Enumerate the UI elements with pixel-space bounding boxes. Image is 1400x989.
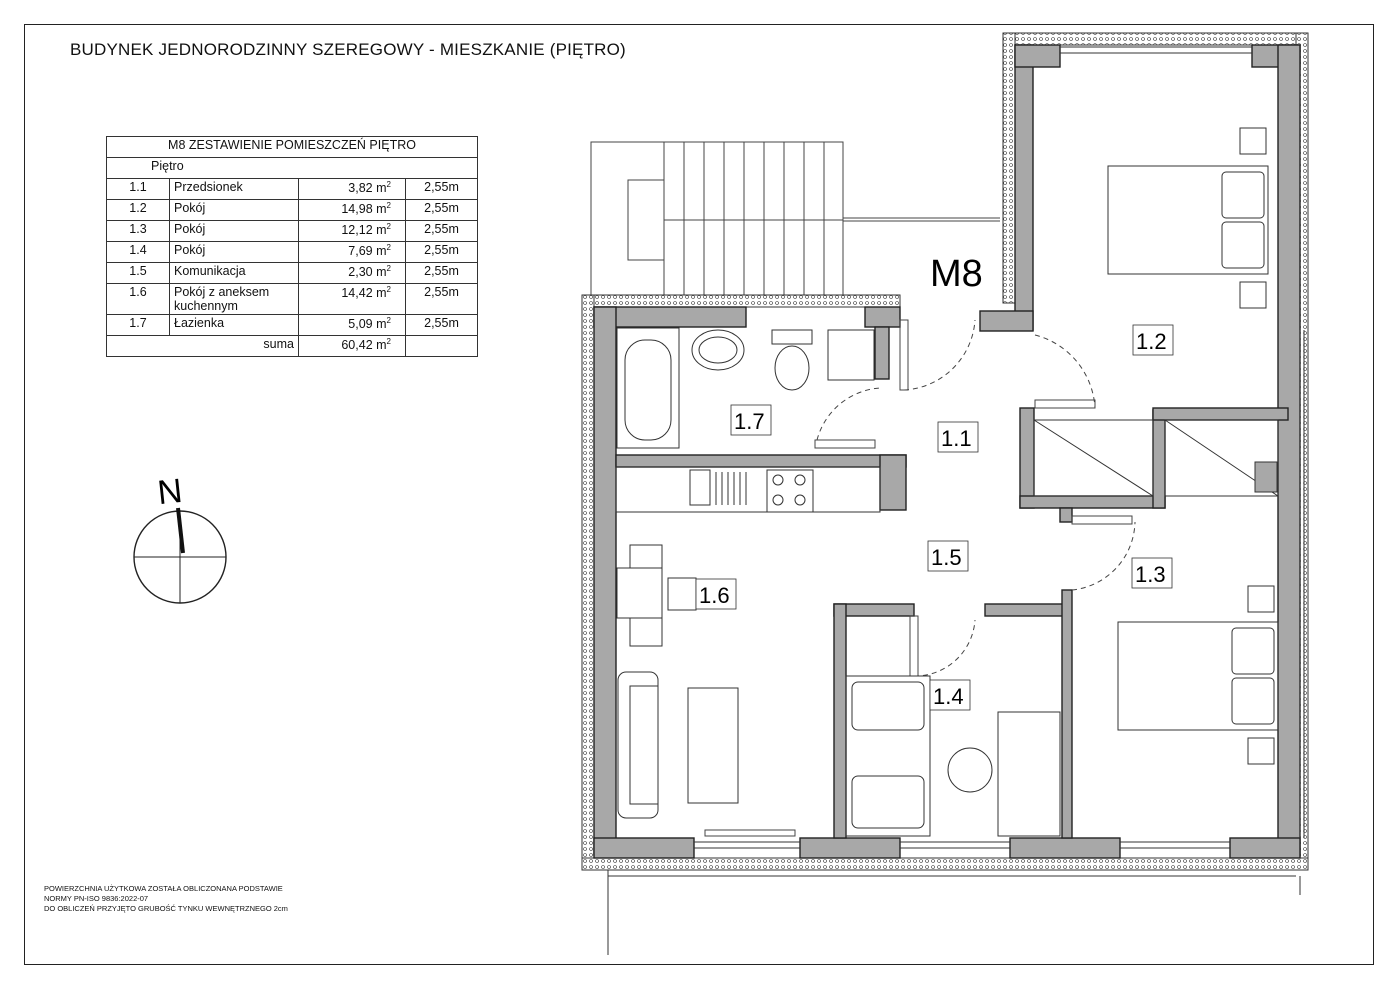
sink-icon xyxy=(690,470,710,505)
room-number: 1.2 xyxy=(107,200,170,221)
cooktop-icon xyxy=(767,470,813,512)
room-label-1-3: 1.3 xyxy=(1135,562,1166,587)
room-height: 2,55m xyxy=(406,179,478,200)
bed-icon xyxy=(846,676,930,836)
nightstand-icon xyxy=(1248,738,1274,764)
room-height: 2,55m xyxy=(406,242,478,263)
room-number: 1.3 xyxy=(107,221,170,242)
room-number: 1.6 xyxy=(107,284,170,315)
room-name: Pokój xyxy=(170,221,299,242)
room-area: 14,98 $m^2$ xyxy=(299,200,406,221)
room-height: 2,55m xyxy=(406,221,478,242)
room-name: Pokój xyxy=(170,242,299,263)
chair-icon xyxy=(668,578,696,610)
windows xyxy=(694,47,1304,848)
bed-icon xyxy=(1118,622,1278,730)
room-number: 1.7 xyxy=(107,315,170,336)
room-area: 2,30 $m^2$ xyxy=(299,263,406,284)
compass-icon xyxy=(134,472,226,603)
nightstand-icon xyxy=(1240,128,1266,154)
compass-north-label: N xyxy=(155,471,185,513)
chair-icon xyxy=(630,618,662,646)
room-name: Przedsionek xyxy=(170,179,299,200)
room-area: 14,42 $m^2$ xyxy=(299,284,406,315)
nightstand-icon xyxy=(1240,282,1266,308)
drawing-title: BUDYNEK JEDNORODZINNY SZEREGOWY - MIESZKANIE (PIĘTRO) xyxy=(70,40,626,59)
table-sum-area: 60,42 $m^2$ xyxy=(299,336,406,357)
exterior-insulation xyxy=(582,33,1308,955)
room-height: 2,55m xyxy=(406,200,478,221)
room-area: 12,12 $m^2$ xyxy=(299,221,406,242)
bathtub-icon xyxy=(617,328,679,448)
room-name: Łazienka xyxy=(170,315,299,336)
room-label-1-6: 1.6 xyxy=(699,583,730,608)
room-label-1-4: 1.4 xyxy=(933,684,964,709)
room-height: 2,55m xyxy=(406,263,478,284)
note-line: DO OBLICZEŃ PRZYJĘTO GRUBOŚĆ TYNKU WEWNĘTRZNEGO 2cm xyxy=(44,904,288,913)
room-number: 1.4 xyxy=(107,242,170,263)
coffee-table-icon xyxy=(688,688,738,803)
room-label-1-5: 1.5 xyxy=(931,545,962,570)
chair-icon xyxy=(630,545,662,568)
room-name: Komunikacja xyxy=(170,263,299,284)
note-line: NORMY PN-ISO 9836:2022-07 xyxy=(44,894,149,903)
sofa-icon xyxy=(618,672,658,818)
washbasin-icon xyxy=(692,330,744,370)
room-area: 3,82 $m^2$ xyxy=(299,179,406,200)
room-name: Pokój z aneksem kuchennym xyxy=(170,284,299,315)
apartment-label: M8 xyxy=(930,253,983,295)
room-area: 5,09 $m^2$ xyxy=(299,315,406,336)
room-labels xyxy=(696,325,1173,710)
room-label-1-7: 1.7 xyxy=(734,409,765,434)
bed-icon xyxy=(1108,166,1268,274)
toilet-tank xyxy=(772,330,812,344)
table-floor: Piętro xyxy=(107,158,478,179)
table-caption: M8 ZESTAWIENIE POMIESZCZEŃ PIĘTRO xyxy=(107,137,478,158)
nightstand-icon xyxy=(1248,586,1274,612)
toilet-icon xyxy=(775,346,809,390)
room-number: 1.5 xyxy=(107,263,170,284)
room-label-1-2: 1.2 xyxy=(1136,329,1167,354)
room-height: 2,55m xyxy=(406,315,478,336)
washing-machine-icon xyxy=(828,330,874,380)
table-sum-label: suma xyxy=(170,336,299,357)
bathtub-basin xyxy=(625,340,671,440)
room-label-1-1: 1.1 xyxy=(941,426,972,451)
room-area: 7,69 $m^2$ xyxy=(299,242,406,263)
room-height: 2,55m xyxy=(406,284,478,315)
bed-room-13 xyxy=(1118,586,1278,764)
room-name: Pokój xyxy=(170,200,299,221)
desk-icon xyxy=(998,712,1060,836)
kitchen-counter xyxy=(616,467,880,512)
room-number: 1.1 xyxy=(107,179,170,200)
dining-table-icon xyxy=(617,568,662,618)
note-line: POWIERZCHNIA UŻYTKOWA ZOSTAŁA OBLICZONANA PODSTAWIE xyxy=(44,884,283,893)
desk-chair-icon xyxy=(948,748,992,792)
bed-room-12 xyxy=(1108,128,1268,308)
